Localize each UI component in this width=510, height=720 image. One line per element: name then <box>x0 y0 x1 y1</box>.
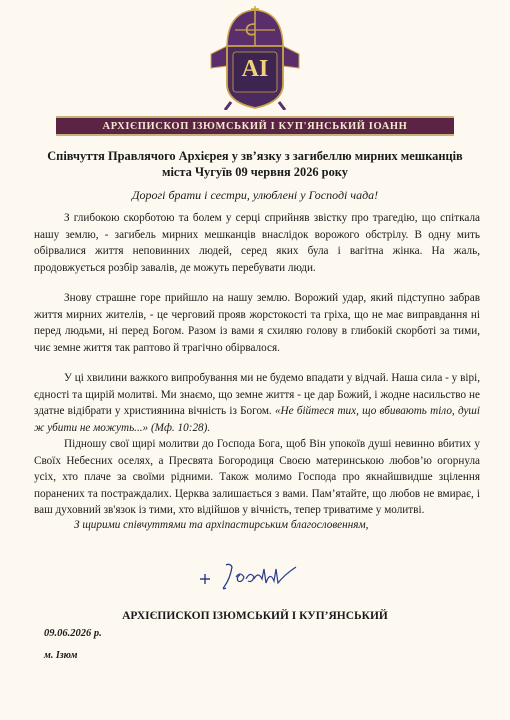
signatory-title: АРХІЄПИСКОП ІЗЮМСЬКИЙ І КУП’ЯНСЬКИЙ <box>122 610 388 622</box>
paragraph-1: З глибокою скорботою та болем у серці сприйняв звістку про трагедію, що спіткала нашу землю, - загибель мирних мешканців внаслідок ворожого обстрілу. В одну мить обірвалися життя неповинних людей, серед яких була і вагітна жінка. На жаль, продовжується розбір завалів, де можуть перебувати люди. <box>34 212 480 274</box>
scripture-quote: «Не бійтеся тих, що вбивають тіло, душі ж убити не можуть...» (Мф. 10:28). <box>34 405 480 434</box>
handwritten-signature <box>196 557 306 593</box>
header-banner <box>56 116 454 136</box>
coat-of-arms-logo <box>205 6 305 110</box>
title-line-2: міста Чугуїв 09 червня 2026 року <box>162 165 348 179</box>
closing-line: З щирими співчуттями та архіпастирським благословенням, <box>74 519 369 531</box>
greeting: Дорогі брати і сестри, улюблені у Господі чада! <box>131 188 379 202</box>
emblem-initials: AI <box>241 56 269 82</box>
banner-text: АРХІЄПИСКОП ІЗЮМСЬКИЙ І КУП'ЯНСЬКИЙ ІОАНН <box>102 120 408 132</box>
letter-date: 09.06.2026 р. <box>44 628 102 639</box>
letter-place: м. Ізюм <box>44 650 78 661</box>
paragraph-2: Знову страшне горе прийшло на нашу землю. Ворожий удар, який підступно забрав життя мирних жителів, - це черговий прояв жорстокості та гріха, що не має виправдання ні перед людьми, ні перед Богом. Разом із вами я схиляю голову в глибокій скорботі за тими, чиє земне життя так раптово й трагічно обірвалося. <box>34 292 480 354</box>
document-title <box>20 148 490 180</box>
paragraph-3-text: У ці хвилини важкого випробування ми не будемо впадати у відчай. Наша сила - у вірі, єдності та щирій молитві. Ми знаємо, що земне життя - це дар Божий, і жодне насильство не здатне відібрати у християнина вічність із Богом. <box>34 372 480 417</box>
paragraph-4: Підношу свої щирі молитви до Господа Бога, щоб Він упокоїв душі невинно вбитих у Своїх Небесних оселях, а Пресвята Богородиця Своєю материнською любов’ю огорнула усіх, хто плаче за своїми рідними. Також молимо Господа про якнайшвидше зцілення поранених та постраждалих. Церква залишається з вами. Пам’ятайте, що любов не вмирає, і ваш духовний зв'язок із тими, хто відійшов у вічність, тепер триватиме у молитві. <box>34 438 480 516</box>
title-line-1: Співчуття Правлячого Архієрея у зв’язку з загибеллю мирних мешканців <box>47 149 463 163</box>
paragraph-3 <box>34 370 480 436</box>
